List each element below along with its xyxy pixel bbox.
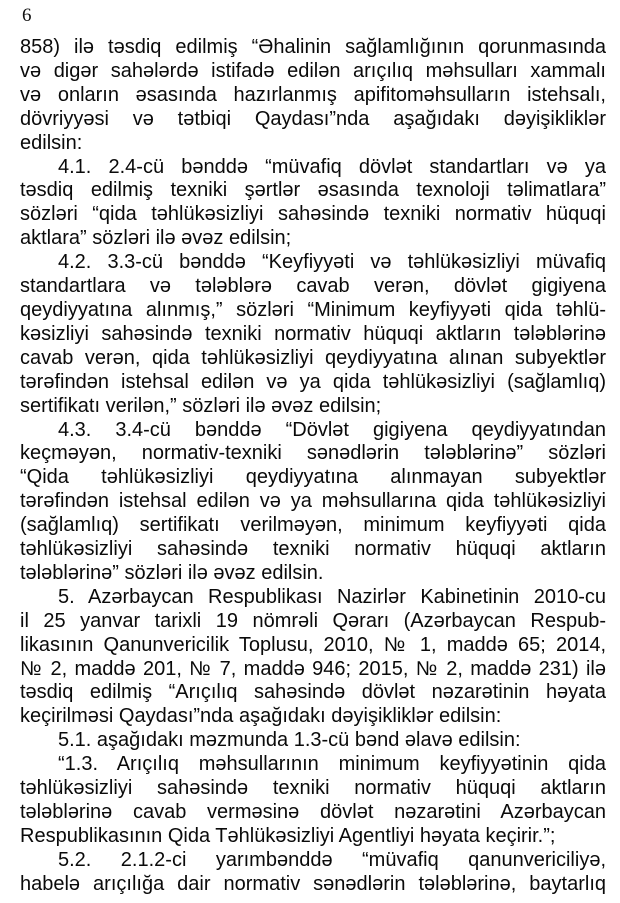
text-line: 5.2. 2.1.2-ci yarımbənddə “müvafiq qanunvericiliyə, — [58, 848, 606, 871]
paragraph — [20, 849, 606, 897]
text-line: 858) ilə təsdiq edilmiş “Əhalinin sağlamlığının qorunmasında — [20, 36, 606, 58]
text-line: (sağlamlıq) sertifikatı verilməyən, minimum keyfiyyəti qida — [20, 514, 606, 537]
paragraph — [20, 251, 606, 418]
text-line: likasının Qanunvericilik Toplusu, 2010, № 1, maddə 65; 2014, — [20, 633, 606, 656]
text-line: tərəfindən istehsal edilən və ya qida təhlükəsizliyi (sağlamlıq) — [20, 370, 606, 393]
text-line: № 2, maddə 201, № 7, maddə 946; 2015, № 2, maddə 231) ilə — [20, 657, 606, 680]
text-line: kəsizliyi sahəsində texniki normativ hüquqi aktların tələblərinə — [20, 322, 606, 345]
paragraph — [20, 36, 606, 156]
text-line: 5. Azərbaycan Respublikası Nazirlər Kabinetinin 2010-cu — [58, 585, 606, 608]
text-line: aktlara” sözləri ilə əvəz edilsin; — [20, 227, 292, 250]
text-line: 4.2. 3.3-cü bənddə “Keyfiyyəti və təhlükəsizliyi müvafiq — [58, 251, 606, 274]
text-line: “1.3. Arıçılıq məhsullarının minimum keyfiyyətinin qida — [58, 753, 606, 776]
text-line: və digər sahələrdə istifadə edilən arıçılıq məhsulları xammalı — [20, 59, 606, 82]
text-line: 4.3. 3.4-cü bənddə “Dövlət gigiyena qeydiyyatından — [58, 418, 606, 441]
text-line: tərəfindən istehsal edilən və ya məhsullarına qida təhlükəsizliyi — [20, 490, 606, 513]
text-line: il 25 yanvar tarixli 19 nömrəli Qərarı (Azərbaycan Respub- — [20, 609, 606, 632]
text-line: təsdiq edilmiş texniki şərtlər əsasında texnoloji təlimatlara” — [20, 179, 606, 202]
text-line: dövriyyəsi və tətbiqi Qaydası”nda aşağıdakı dəyişikliklər — [20, 107, 606, 130]
paragraph — [20, 753, 606, 849]
text-line: sertifikatı verilən,” sözləri ilə əvəz edilsin; — [20, 394, 382, 417]
text-line: təhlükəsizliyi sahəsində texniki normativ hüquqi aktların — [20, 538, 606, 561]
text-line: təsdiq edilmiş “Arıçılıq sahəsində dövlət nəzarətinin həyata — [20, 681, 606, 704]
text-line: tələblərinə” sözləri ilə əvəz edilsin. — [20, 561, 324, 584]
paragraph — [20, 156, 606, 252]
text-line: tələblərinə cavab verməsinə dövlət nəzarətini Azərbaycan — [20, 801, 606, 823]
text-line: edilsin: — [20, 131, 83, 154]
text-line: habelə arıçılığa dair normativ sənədlərin tələblərinə, baytarlıq — [20, 872, 606, 895]
text-line: Respublikasının Qida Təhlükəsizliyi Agentliyi həyata keçirir.”; — [20, 824, 556, 847]
page-number: 6 — [22, 5, 32, 26]
text-line: keçirilməsi Qaydası”nda aşağıdakı dəyişikliklər edilsin: — [20, 705, 502, 728]
paragraph — [20, 419, 606, 586]
text-line: təhlükəsizliyi sahəsində texniki normativ hüquqi aktların — [20, 777, 606, 800]
paragraph — [20, 729, 606, 753]
text-line: cavab verən, qida təhlükəsizliyi qeydiyyatına alınan subyektlər — [20, 346, 606, 369]
paragraph — [20, 586, 606, 729]
text-line: qeydiyyatına alınmış,” sözləri “Minimum keyfiyyəti qida təhlü- — [20, 298, 606, 321]
text-line: 5.1. aşağıdakı məzmunda 1.3-cü bənd əlavə edilsin: — [58, 729, 521, 752]
text-line: keçməyən, normativ-texniki sənədlərin tələblərinə” sözləri — [20, 442, 606, 465]
text-line: “Qida təhlükəsizliyi qeydiyyatına alınmayan subyektlər — [20, 466, 606, 489]
document-body — [20, 36, 606, 897]
text-line: 4.1. 2.4-cü bənddə “müvafiq dövlət standartları və ya — [58, 155, 606, 178]
text-line: və onların əsasında hazırlanmış apifitoməhsulların istehsalı, — [20, 83, 606, 106]
text-line: standartlara və tələblərə cavab verən, dövlət gigiyena — [20, 275, 606, 298]
text-line: sözləri “qida təhlükəsizliyi sahəsində texniki normativ hüquqi — [20, 203, 606, 226]
